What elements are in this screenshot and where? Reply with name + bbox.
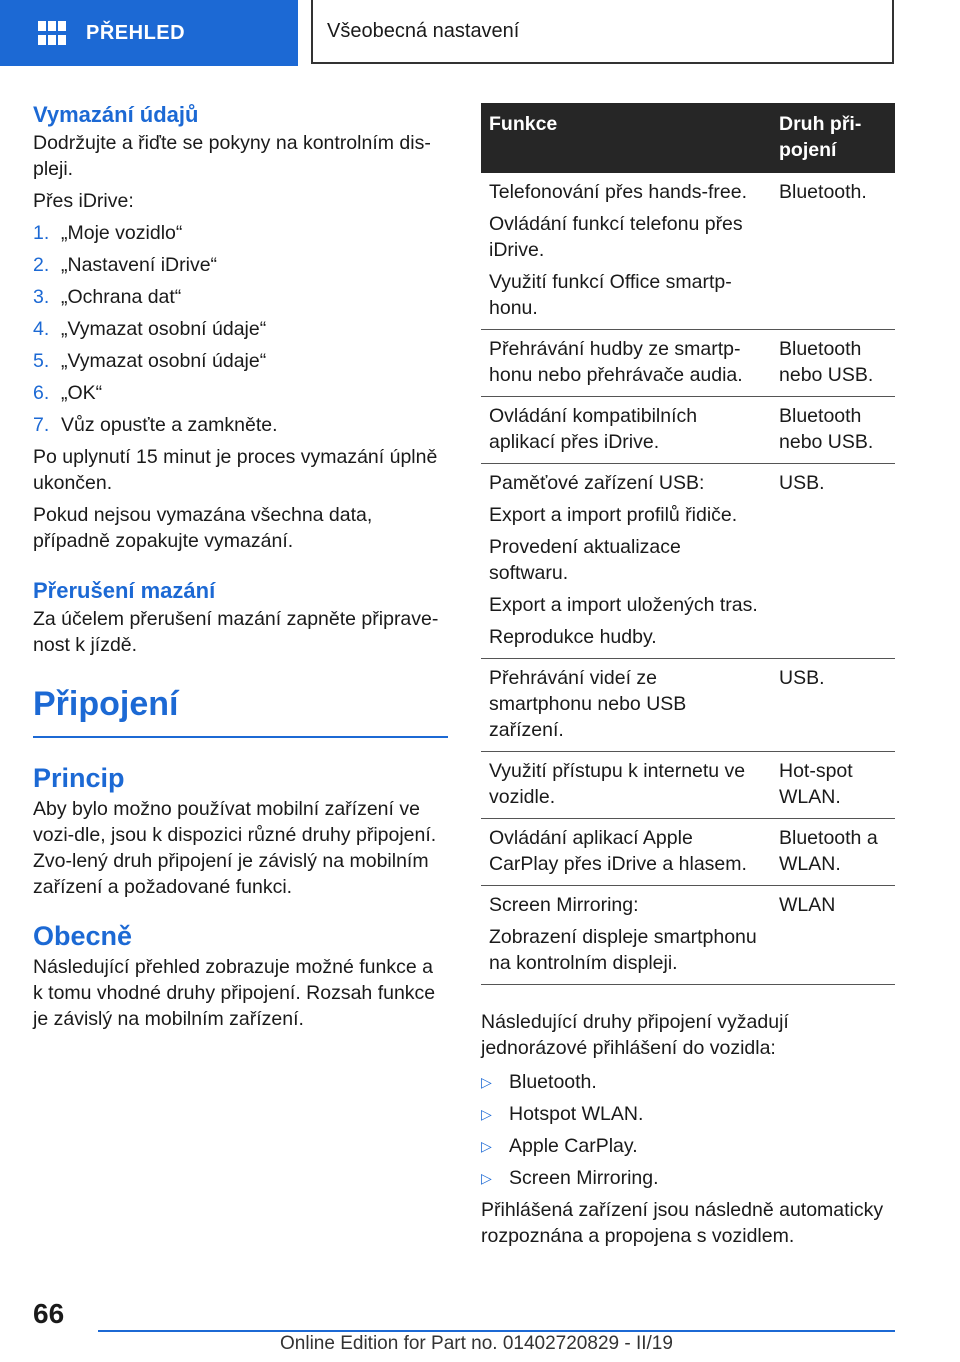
page-header xyxy=(0,0,960,66)
footer-divider xyxy=(98,1330,895,1332)
list-item: ▷ Hotspot WLAN. xyxy=(481,1101,895,1133)
list-item: ▷ Apple CarPlay. xyxy=(481,1133,895,1165)
list-item: 5. „Vymazat osobní údaje“ xyxy=(33,350,267,372)
abort-heading: Přerušení mazání xyxy=(33,578,216,603)
list-item: 3. „Ochrana dat“ xyxy=(33,286,182,308)
overview-tab[interactable] xyxy=(0,0,298,66)
delete-data-intro: Dodržujte a řiďte se pokyny na kontrolním dis-pleji. xyxy=(33,132,431,180)
table-header-row xyxy=(481,103,895,173)
registration-after: Přihlášená zařízení jsou následně automaticky rozpoznána a propojena s vozidlem. xyxy=(481,1199,884,1247)
triangle-right-icon: ▷ xyxy=(481,1170,492,1186)
left-column xyxy=(33,100,448,1032)
page-number: 66 xyxy=(33,1298,65,1329)
list-item: 2. „Nastavení iDrive“ xyxy=(33,254,218,276)
column-header-function: Funkce xyxy=(481,103,771,173)
abort-text: Za účelem přerušení mazání zapněte připrave-nost k jízdě. xyxy=(33,608,439,656)
delete-data-repeat: Pokud nejsou vymazána všechna data, případně zopakujte vymazání. xyxy=(33,504,373,552)
table-row: Ovládání kompatibilních aplikací přes iDrive. Bluetooth nebo USB. xyxy=(481,397,895,464)
column-header-type: Druh při-pojení xyxy=(771,103,895,173)
list-item: ▷ Screen Mirroring. xyxy=(481,1165,895,1197)
table-row: Přehrávání videí ze smartphonu nebo USB zařízení. USB. xyxy=(481,659,895,752)
delete-data-via: Přes iDrive: xyxy=(33,190,134,212)
grid-icon xyxy=(38,21,66,45)
section-title: Všeobecná nastavení xyxy=(327,19,520,42)
principle-text: Aby bylo možno používat mobilní zařízení ve vozi-dle, jsou k dispozici různé druhy připojení. Zvo-lený druh připojení je závislý na mobilním zařízení a požadované funkci. xyxy=(33,798,437,898)
delete-data-after: Po uplynutí 15 minut je proces vymazání úplně ukončen. xyxy=(33,446,438,494)
table-row: Využití přístupu k internetu ve vozidle. Hot-spot WLAN. xyxy=(481,752,895,819)
registration-intro: Následující druhy připojení vyžadují jednorázové přihlášení do vozidla: xyxy=(481,1011,789,1059)
table-row: Screen Mirroring: Zobrazení displeje smartphonu na kontrolním displeji. WLAN xyxy=(481,886,895,985)
list-item: ▷ Bluetooth. xyxy=(481,1069,895,1101)
table-row: Paměťové zařízení USB: Export a import profilů řidiče. Provedení aktualizace softwaru. Export a import uložených tras. Reprodukce hudby. USB. xyxy=(481,464,895,659)
table-row: Přehrávání hudby ze smartp-honu nebo přehrávače audia. Bluetooth nebo USB. xyxy=(481,330,895,397)
triangle-right-icon: ▷ xyxy=(481,1106,492,1122)
connections-heading: Připojení xyxy=(33,685,179,723)
overview-tab-label: PŘEHLED xyxy=(86,21,186,44)
list-item: 4. „Vymazat osobní údaje“ xyxy=(33,318,267,340)
table-row: Telefonování přes hands-free. Ovládání funkcí telefonu přes iDrive. Využití funkcí Office smartp-honu. Bluetooth. xyxy=(481,173,895,330)
list-item: 7. Vůz opusťte a zamkněte. xyxy=(33,414,278,436)
list-item: 6. „OK“ xyxy=(33,382,103,404)
registration-list xyxy=(481,1069,895,1197)
table-row: Ovládání aplikací Apple CarPlay přes iDrive a hlasem. Bluetooth a WLAN. xyxy=(481,819,895,886)
section-tab[interactable] xyxy=(311,0,894,64)
general-heading: Obecně xyxy=(33,921,133,951)
triangle-right-icon: ▷ xyxy=(481,1074,492,1090)
functions-table xyxy=(481,103,895,985)
principle-heading: Princip xyxy=(33,763,125,793)
general-text: Následující přehled zobrazuje možné funkce a k tomu vhodné druhy připojení. Rozsah funkce je závislý na mobilním zařízení. xyxy=(33,956,436,1030)
triangle-right-icon: ▷ xyxy=(481,1138,492,1154)
delete-steps-list xyxy=(33,220,448,444)
footer-edition-link[interactable]: Online Edition for Part no. 01402720829 - II/19 xyxy=(280,1333,673,1354)
right-column xyxy=(481,103,895,1249)
list-item: 1. „Moje vozidlo“ xyxy=(33,222,183,244)
delete-data-heading: Vymazání údajů xyxy=(33,102,199,127)
